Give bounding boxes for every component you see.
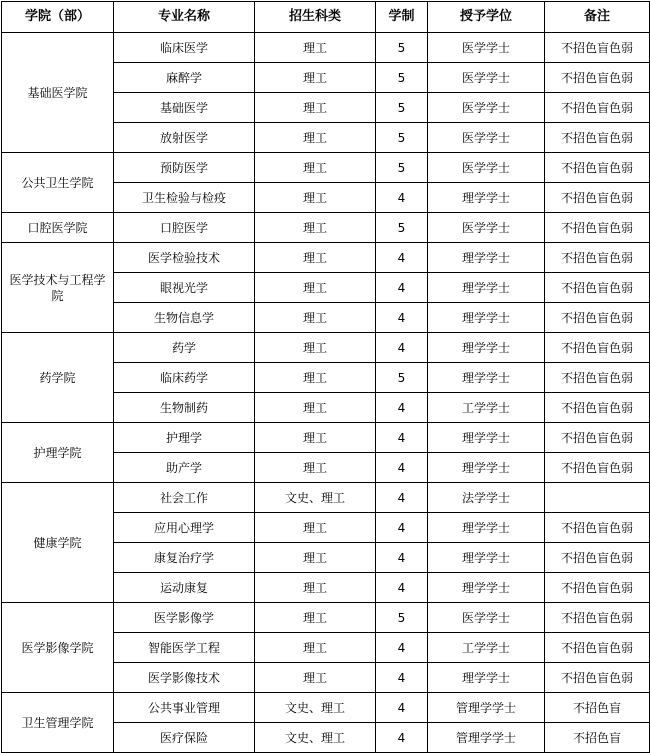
duration-cell: 4 [376, 333, 428, 363]
duration-cell: 4 [376, 393, 428, 423]
degree-cell: 工学学士 [428, 633, 545, 663]
notes-cell: 不招色盲色弱 [545, 213, 650, 243]
notes-cell: 不招色盲 [545, 693, 650, 723]
notes-cell: 不招色盲 [545, 723, 650, 753]
header-notes: 备注 [545, 2, 650, 33]
duration-cell: 4 [376, 273, 428, 303]
category-cell: 理工 [255, 543, 376, 573]
table-row [2, 603, 650, 633]
category-cell: 理工 [255, 393, 376, 423]
duration-cell: 5 [376, 63, 428, 93]
duration-cell: 4 [376, 693, 428, 723]
category-cell: 理工 [255, 633, 376, 663]
category-cell: 理工 [255, 33, 376, 63]
degree-cell: 理学学士 [428, 513, 545, 543]
duration-cell: 4 [376, 243, 428, 273]
table-row [2, 213, 650, 243]
table-row [2, 693, 650, 723]
category-cell: 理工 [255, 273, 376, 303]
duration-cell: 5 [376, 33, 428, 63]
notes-cell: 不招色盲色弱 [545, 63, 650, 93]
major-cell: 基础医学 [114, 93, 255, 123]
notes-cell: 不招色盲色弱 [545, 513, 650, 543]
degree-cell: 医学学士 [428, 123, 545, 153]
notes-cell: 不招色盲色弱 [545, 543, 650, 573]
category-cell: 理工 [255, 663, 376, 693]
table-row [2, 153, 650, 183]
major-cell: 医学影像技术 [114, 663, 255, 693]
notes-cell: 不招色盲色弱 [545, 393, 650, 423]
degree-cell: 理学学士 [428, 333, 545, 363]
major-cell: 放射医学 [114, 123, 255, 153]
degree-cell: 理学学士 [428, 423, 545, 453]
degree-cell: 理学学士 [428, 543, 545, 573]
duration-cell: 4 [376, 183, 428, 213]
degree-cell: 医学学士 [428, 63, 545, 93]
notes-cell: 不招色盲色弱 [545, 363, 650, 393]
major-cell: 应用心理学 [114, 513, 255, 543]
header-row [2, 2, 650, 33]
table-row [2, 333, 650, 363]
category-cell: 理工 [255, 153, 376, 183]
header-major: 专业名称 [114, 2, 255, 33]
category-cell: 理工 [255, 513, 376, 543]
degree-cell: 医学学士 [428, 213, 545, 243]
duration-cell: 4 [376, 453, 428, 483]
major-cell: 康复治疗学 [114, 543, 255, 573]
degree-cell: 医学学士 [428, 603, 545, 633]
duration-cell: 4 [376, 423, 428, 453]
notes-cell: 不招色盲色弱 [545, 243, 650, 273]
degree-cell: 理学学士 [428, 303, 545, 333]
table-row [2, 483, 650, 513]
table-row [2, 33, 650, 63]
degree-cell: 理学学士 [428, 663, 545, 693]
college-cell: 医学技术与工程学院 [2, 243, 114, 333]
duration-cell: 4 [376, 483, 428, 513]
degree-cell: 管理学学士 [428, 723, 545, 753]
duration-cell: 5 [376, 603, 428, 633]
notes-cell: 不招色盲色弱 [545, 333, 650, 363]
college-cell: 药学院 [2, 333, 114, 423]
college-cell: 医学影像学院 [2, 603, 114, 693]
major-cell: 临床药学 [114, 363, 255, 393]
major-cell: 护理学 [114, 423, 255, 453]
category-cell: 理工 [255, 453, 376, 483]
degree-cell: 理学学士 [428, 363, 545, 393]
category-cell: 理工 [255, 123, 376, 153]
degree-cell: 理学学士 [428, 273, 545, 303]
notes-cell: 不招色盲色弱 [545, 153, 650, 183]
major-cell: 口腔医学 [114, 213, 255, 243]
category-cell: 理工 [255, 93, 376, 123]
category-cell: 理工 [255, 183, 376, 213]
college-cell: 口腔医学院 [2, 213, 114, 243]
degree-cell: 理学学士 [428, 183, 545, 213]
college-cell: 基础医学院 [2, 33, 114, 153]
major-cell: 卫生检验与检疫 [114, 183, 255, 213]
header-college: 学院（部） [2, 2, 114, 33]
category-cell: 理工 [255, 63, 376, 93]
notes-cell: 不招色盲色弱 [545, 273, 650, 303]
notes-cell: 不招色盲色弱 [545, 453, 650, 483]
header-degree: 授予学位 [428, 2, 545, 33]
major-cell: 运动康复 [114, 573, 255, 603]
notes-cell: 不招色盲色弱 [545, 123, 650, 153]
notes-cell: 不招色盲色弱 [545, 303, 650, 333]
degree-cell: 理学学士 [428, 573, 545, 603]
degree-cell: 理学学士 [428, 453, 545, 483]
header-duration: 学制 [376, 2, 428, 33]
category-cell: 文史、理工 [255, 693, 376, 723]
duration-cell: 5 [376, 123, 428, 153]
degree-cell: 管理学学士 [428, 693, 545, 723]
notes-cell: 不招色盲色弱 [545, 183, 650, 213]
major-cell: 医学检验技术 [114, 243, 255, 273]
header-category: 招生科类 [255, 2, 376, 33]
duration-cell: 5 [376, 153, 428, 183]
degree-cell: 理学学士 [428, 243, 545, 273]
notes-cell [545, 483, 650, 513]
major-cell: 药学 [114, 333, 255, 363]
college-cell: 卫生管理学院 [2, 693, 114, 753]
degree-cell: 工学学士 [428, 393, 545, 423]
category-cell: 理工 [255, 363, 376, 393]
duration-cell: 4 [376, 303, 428, 333]
major-cell: 麻醉学 [114, 63, 255, 93]
duration-cell: 5 [376, 213, 428, 243]
majors-table [1, 1, 650, 753]
notes-cell: 不招色盲色弱 [545, 93, 650, 123]
major-cell: 助产学 [114, 453, 255, 483]
major-cell: 眼视光学 [114, 273, 255, 303]
duration-cell: 4 [376, 573, 428, 603]
major-cell: 医疗保险 [114, 723, 255, 753]
table-row [2, 423, 650, 453]
duration-cell: 5 [376, 93, 428, 123]
major-cell: 智能医学工程 [114, 633, 255, 663]
notes-cell: 不招色盲色弱 [545, 33, 650, 63]
degree-cell: 医学学士 [428, 33, 545, 63]
duration-cell: 4 [376, 723, 428, 753]
category-cell: 理工 [255, 423, 376, 453]
category-cell: 理工 [255, 573, 376, 603]
degree-cell: 医学学士 [428, 93, 545, 123]
category-cell: 理工 [255, 243, 376, 273]
table-row [2, 243, 650, 273]
category-cell: 理工 [255, 303, 376, 333]
major-cell: 医学影像学 [114, 603, 255, 633]
duration-cell: 5 [376, 363, 428, 393]
duration-cell: 4 [376, 663, 428, 693]
major-cell: 临床医学 [114, 33, 255, 63]
duration-cell: 4 [376, 633, 428, 663]
table-body [2, 33, 650, 753]
duration-cell: 4 [376, 543, 428, 573]
notes-cell: 不招色盲色弱 [545, 423, 650, 453]
major-cell: 预防医学 [114, 153, 255, 183]
category-cell: 文史、理工 [255, 723, 376, 753]
college-cell: 公共卫生学院 [2, 153, 114, 213]
category-cell: 理工 [255, 213, 376, 243]
duration-cell: 4 [376, 513, 428, 543]
notes-cell: 不招色盲色弱 [545, 573, 650, 603]
notes-cell: 不招色盲色弱 [545, 633, 650, 663]
notes-cell: 不招色盲色弱 [545, 603, 650, 633]
notes-cell: 不招色盲色弱 [545, 663, 650, 693]
degree-cell: 法学学士 [428, 483, 545, 513]
category-cell: 理工 [255, 333, 376, 363]
major-cell: 公共事业管理 [114, 693, 255, 723]
category-cell: 理工 [255, 603, 376, 633]
college-cell: 护理学院 [2, 423, 114, 483]
major-cell: 生物信息学 [114, 303, 255, 333]
major-cell: 社会工作 [114, 483, 255, 513]
category-cell: 文史、理工 [255, 483, 376, 513]
college-cell: 健康学院 [2, 483, 114, 603]
major-cell: 生物制药 [114, 393, 255, 423]
degree-cell: 医学学士 [428, 153, 545, 183]
